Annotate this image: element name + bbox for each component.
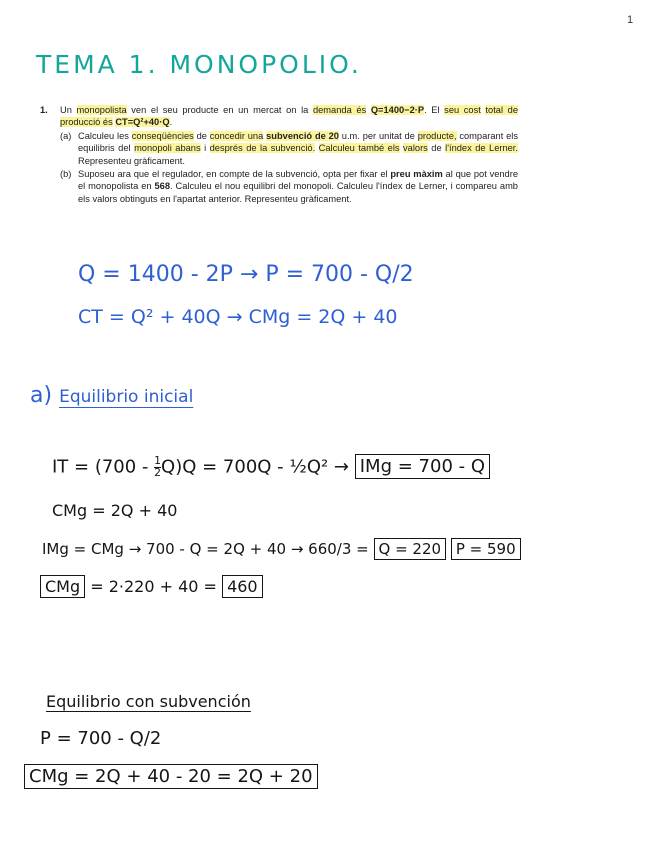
subsidy-heading: Equilibrio con subvención (46, 692, 251, 711)
part-text: Suposeu ara que el regulador, en compte de la subvenció, opta per fixar el (78, 169, 391, 180)
it-right: Q)Q = 700Q - ½Q² → (161, 456, 350, 478)
part-text: Representeu gràficament. (78, 155, 185, 166)
intro-highlight: demanda és (312, 105, 367, 115)
part-text: al que pot vendre el monopolista en (78, 169, 518, 192)
part-text: i (200, 143, 210, 154)
demand-formula: Q=1400−2·P (370, 105, 425, 115)
cost-formula: CT=Q²+40·Q (115, 117, 170, 128)
cmg-label-box: CMg (40, 575, 85, 598)
part-highlight: valors (403, 143, 428, 154)
cost-equation: CT = Q² + 40Q → CMg = 2Q + 40 (78, 306, 398, 328)
part-highlight: concedir una (209, 130, 264, 141)
intro-text: Un (60, 105, 77, 115)
part-text: de (427, 143, 446, 154)
section-a-title: Equilibrio inicial (59, 387, 194, 407)
part-a-label: (a) (60, 130, 72, 141)
part-b (60, 168, 518, 205)
it-left: IT = (700 - (52, 456, 155, 478)
img-cmg-eq: IMg = CMg → 700 - Q = 2Q + 40 → 660/3 = (42, 540, 369, 558)
max-price-term: preu màxim (390, 169, 443, 180)
subsidy-price-line: P = 700 - Q/2 (40, 728, 162, 749)
cmg-value-line (40, 577, 263, 596)
part-text: Calculeu les (78, 130, 132, 141)
intro-text: ven el seu producte en un mercat on la (126, 105, 313, 115)
cmg-result-box: 460 (222, 575, 263, 598)
part-highlight: producte, (417, 130, 457, 141)
intro-highlight: seu cost (444, 105, 481, 115)
price-result-box: P = 590 (451, 538, 521, 560)
part-text: u.m. per unitat de (338, 130, 418, 141)
problem-intro (60, 104, 518, 129)
part-highlight: monopoli abans (134, 143, 201, 154)
section-a-heading (30, 383, 193, 408)
demand-equation: Q = 1400 - 2P → P = 700 - Q/2 (78, 262, 414, 287)
part-text: comparant els equilibris del (78, 130, 518, 154)
part-b-label: (b) (60, 169, 72, 180)
total-revenue-line (52, 456, 490, 479)
part-highlight: després de la subvenció. (209, 143, 316, 154)
intro-text: . (169, 117, 173, 128)
page-number: 1 (627, 14, 634, 26)
max-price-value: 568 (154, 181, 171, 192)
page-title: TEMA 1. MONOPOLIO. (36, 50, 362, 79)
section-a-label: a) (30, 383, 53, 408)
quantity-result-box: Q = 220 (374, 538, 447, 560)
cmg-calc: = 2·220 + 40 = (90, 577, 217, 596)
subsidy-cmg-box: CMg = 2Q + 40 - 20 = 2Q + 20 (24, 764, 318, 789)
part-text: de (193, 130, 210, 141)
subsidy-cmg-line (24, 766, 318, 787)
problem-number: 1. (40, 105, 48, 115)
problem-statement (40, 104, 518, 205)
img-result-box: IMg = 700 - Q (355, 454, 490, 479)
marginal-cost-line: CMg = 2Q + 40 (52, 501, 178, 520)
intro-highlight: monopolista (76, 105, 127, 115)
subsidy-amount: subvenció de 20 (266, 130, 339, 141)
equilibrium-line (42, 540, 521, 558)
half-fraction (154, 456, 161, 479)
intro-text: . El (424, 105, 445, 115)
intro-highlight: total de producció és (60, 105, 519, 128)
part-highlight: Calculeu també els (318, 143, 400, 154)
part-text: . Calculeu el nou equilibri del monopoli. Calculeu l'índex de Lerner, i compareu amb els valors obtinguts en l'apartat anterior. Representeu gràficament. (78, 181, 518, 204)
part-highlight: l'índex de Lerner. (445, 143, 518, 154)
frac-den: 2 (154, 465, 162, 479)
part-highlight: conseqüències (131, 130, 194, 141)
part-a (60, 130, 518, 167)
frac-num: 1 (154, 454, 162, 467)
